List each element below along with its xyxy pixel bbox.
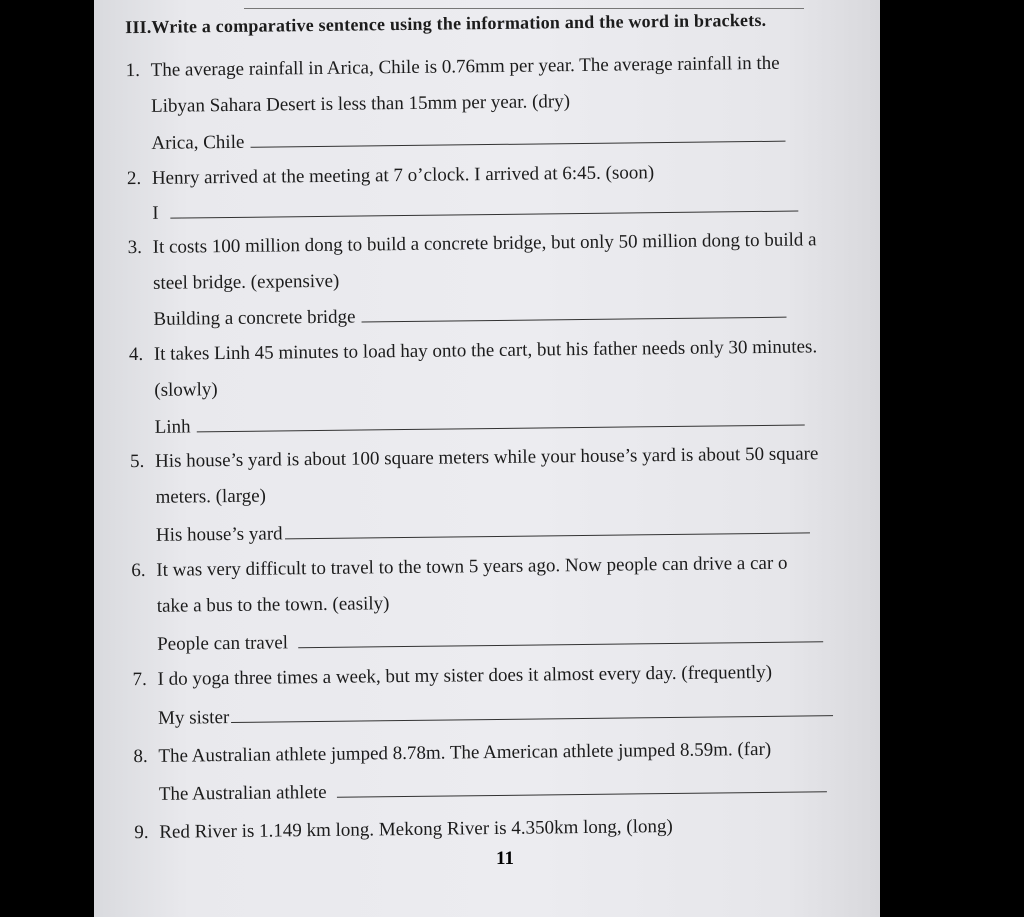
item-text: I do yoga three times a week, but my sister does it almost every day. (frequently) — [157, 661, 773, 690]
item-number: 2. — [126, 167, 142, 190]
item-text: His house’s yard is about 100 square meters while your house’s yard is about 50 square — [154, 443, 819, 472]
answer-starter: I — [152, 202, 159, 224]
worksheet-page — [94, 0, 880, 917]
item-number: 7. — [132, 668, 147, 691]
answer-row — [158, 699, 833, 730]
item-text: Red River is 1.149 km long. Mekong River is 4.350km long, (long) — [159, 815, 673, 843]
item-text: take a bus to the town. (easily) — [156, 593, 390, 617]
answer-starter: Building a concrete bridge — [153, 306, 356, 330]
answer-blank[interactable] — [284, 516, 809, 539]
page-number: 11 — [496, 848, 514, 869]
item-text: Libyan Sahara Desert is less than 15mm per year. (dry) — [150, 91, 571, 117]
item-number: 3. — [127, 236, 143, 259]
item-number: 6. — [131, 559, 146, 582]
item-text: The average rainfall in Arica, Chile is 0.76mm per year. The average rainfall in the — [150, 52, 780, 81]
answer-blank[interactable] — [361, 301, 786, 323]
answer-starter: Linh — [154, 416, 191, 438]
answer-starter: Arica, Chile — [151, 131, 245, 154]
answer-blank[interactable] — [170, 195, 798, 219]
item-number: 8. — [133, 745, 148, 768]
item-text: It was very difficult to travel to the town 5 years ago. Now people can drive a car o — [156, 552, 788, 581]
answer-starter: The Australian athlete — [158, 781, 327, 805]
exercise-heading: III.Write a comparative sentence using the information and the word in brackets. — [125, 9, 767, 38]
answer-row — [152, 195, 799, 225]
item-number: 5. — [129, 450, 145, 473]
item-number: 9. — [134, 821, 149, 844]
item-number: 4. — [128, 343, 144, 366]
answer-blank[interactable] — [231, 699, 833, 723]
item-text: meters. (large) — [155, 485, 267, 508]
answer-blank[interactable] — [250, 125, 785, 148]
answer-blank[interactable] — [337, 775, 827, 798]
item-text: The Australian athlete jumped 8.78m. The American athlete jumped 8.59m. (far) — [158, 738, 772, 767]
item-text: It takes Linh 45 minutes to load hay onto the cart, but his father needs only 30 minutes. — [153, 336, 818, 365]
answer-blank[interactable] — [298, 625, 823, 648]
answer-row — [159, 775, 827, 806]
answer-row — [155, 408, 805, 438]
item-text: Henry arrived at the meeting at 7 o’clock. I arrived at 6:45. (soon) — [151, 162, 655, 189]
answer-row — [153, 301, 786, 331]
answer-starter: People can travel — [157, 632, 289, 655]
answer-row — [157, 625, 823, 656]
answer-starter: His house’s yard — [155, 523, 283, 546]
item-text: It costs 100 million dong to build a concrete bridge, but only 50 million dong to build a — [152, 229, 817, 258]
item-number: 1. — [125, 59, 141, 82]
item-text: (slowly) — [154, 379, 218, 401]
answer-row — [151, 125, 785, 155]
answer-starter: My sister — [157, 707, 230, 729]
item-text: steel bridge. (expensive) — [152, 270, 340, 294]
answer-row — [156, 516, 810, 546]
worksheet-content — [94, 0, 880, 917]
answer-blank[interactable] — [196, 408, 804, 432]
